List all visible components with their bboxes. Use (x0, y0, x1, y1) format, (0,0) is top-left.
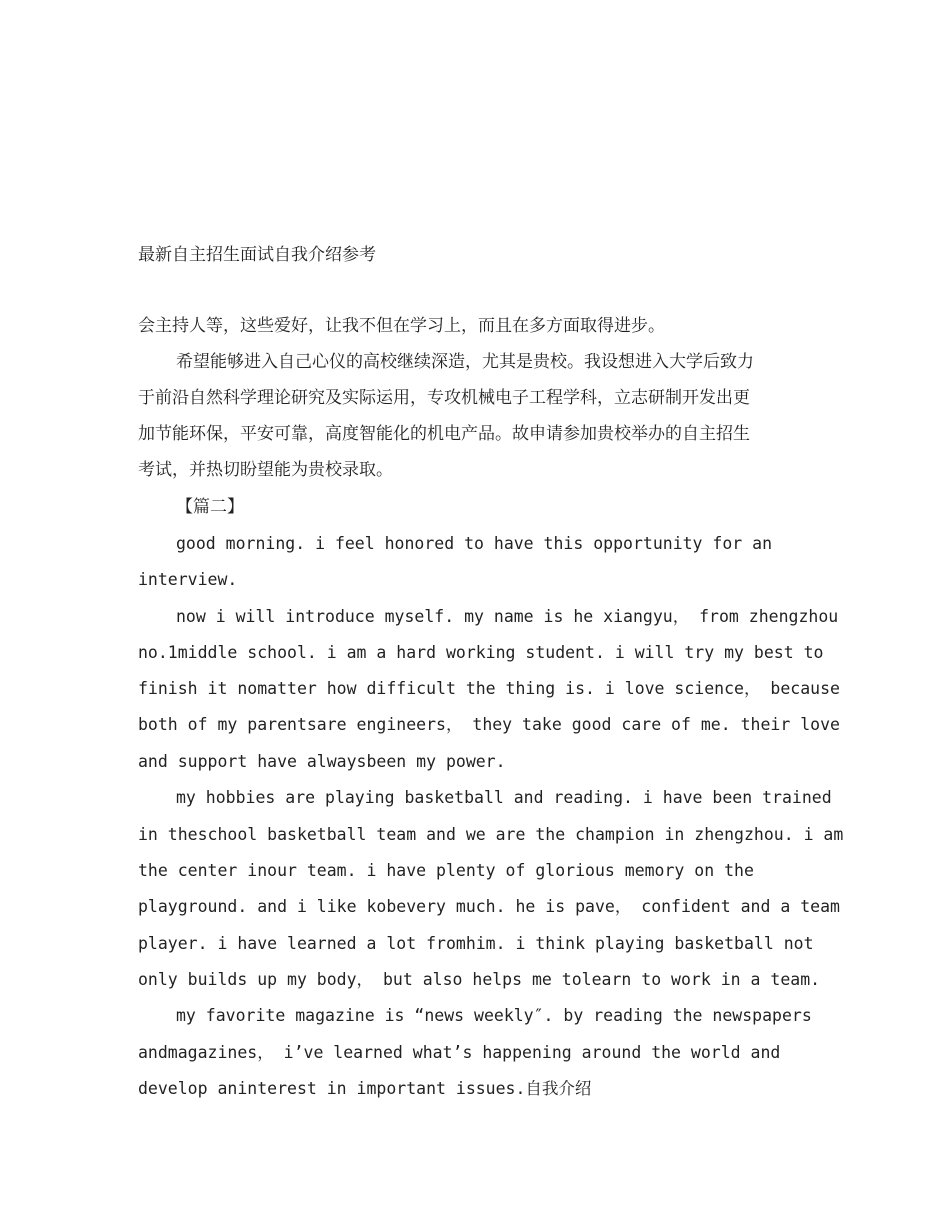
paragraph-line: 于前沿自然科学理论研究及实际运用，专攻机械电子工程学科，立志研制开发出更 (138, 388, 750, 408)
paragraph-line: interview. (138, 570, 238, 589)
paragraph-line: 考试，并热切盼望能为贵校录取。 (138, 460, 393, 480)
paragraph-line: 会主持人等，这些爱好，让我不但在学习上，而且在多方面取得进步。 (138, 316, 665, 336)
paragraph-line: my favorite magazine is “news weekly″. by reading the newspapers (176, 1006, 812, 1025)
paragraph-line: only builds up my body， but also helps me tolearn to work in a team. (138, 970, 821, 989)
paragraph-line: in theschool basketball team and we are the champion in zhengzhou. i am (138, 825, 844, 844)
paragraph-line: playground. and i like kobevery much. he is pave， confident and a team (138, 897, 840, 916)
paragraph-line: develop aninterest in important issues.自我介绍 (138, 1079, 592, 1098)
paragraph-line: player. i have learned a lot fromhim. i think playing basketball not (138, 934, 814, 953)
paragraph-line: now i will introduce myself. my name is he xiangyu， from zhengzhou (176, 607, 839, 626)
paragraph-line: andmagazines， i’ve learned what’s happening around the world and (138, 1043, 781, 1062)
section-heading: 【篇二】 (176, 497, 244, 517)
paragraph-line: finish it nomatter how difficult the thing is. i love science， because (138, 679, 840, 698)
document-title: 最新自主招生面试自我介绍参考 (138, 245, 376, 265)
paragraph-line: good morning. i feel honored to have this opportunity for an (176, 534, 773, 553)
paragraph-line: no.1middle school. i am a hard working student. i will try my best to (138, 643, 824, 662)
paragraph-line: and support have alwaysbeen my power. (138, 752, 506, 771)
paragraph-line: both of my parentsare engineers， they take good care of me. their love (138, 715, 840, 734)
paragraph-line: 希望能够进入自己心仪的高校继续深造，尤其是贵校。我设想进入大学后致力 (176, 352, 754, 372)
paragraph-line: 加节能环保，平安可靠，高度智能化的机电产品。故申请参加贵校举办的自主招生 (138, 424, 750, 444)
paragraph-line: my hobbies are playing basketball and reading. i have been trained (176, 788, 832, 807)
paragraph-line: the center inour team. i have plenty of glorious memory on the (138, 861, 754, 880)
